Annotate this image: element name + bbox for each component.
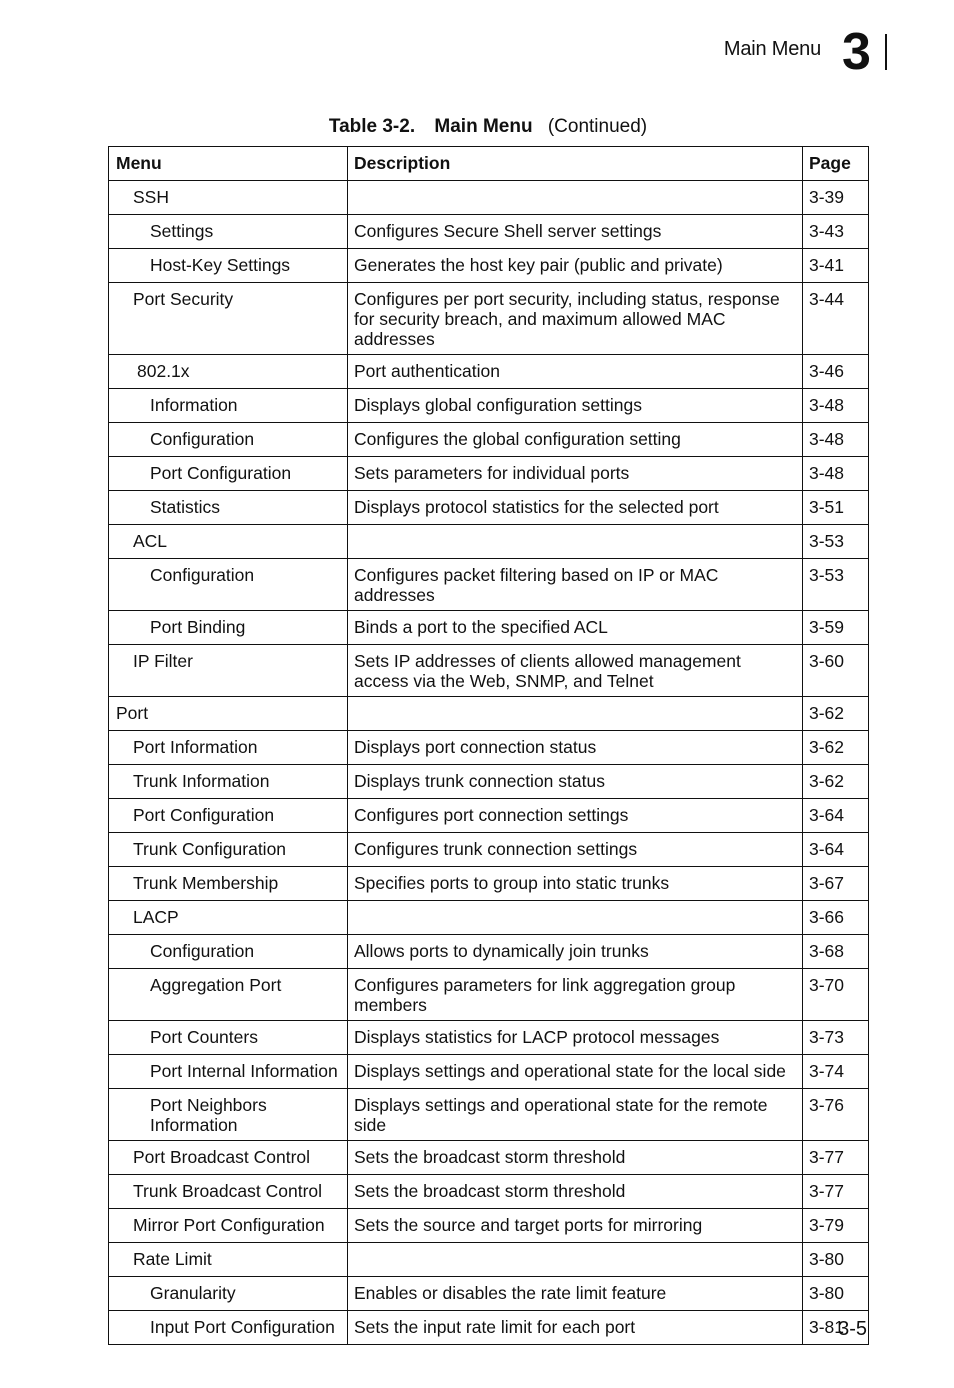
page-cell: 3-60 [803, 645, 869, 697]
page-cell: 3-79 [803, 1209, 869, 1243]
description-cell: Sets IP addresses of clients allowed management access via the Web, SNMP, and Telnet [348, 645, 803, 697]
table-row [109, 249, 869, 283]
table-row [109, 215, 869, 249]
menu-cell: Port Information [109, 731, 348, 765]
table-row [109, 181, 869, 215]
table-row [109, 423, 869, 457]
table-caption [0, 116, 954, 138]
description-cell: Sets the source and target ports for mirroring [348, 1209, 803, 1243]
page-cell: 3-46 [803, 355, 869, 389]
description-cell: Configures Secure Shell server settings [348, 215, 803, 249]
description-cell: Sets the broadcast storm threshold [348, 1175, 803, 1209]
table-row [109, 969, 869, 1021]
description-cell: Configures port connection settings [348, 799, 803, 833]
page-cell: 3-48 [803, 423, 869, 457]
menu-cell: Port Configuration [109, 799, 348, 833]
description-cell [348, 1243, 803, 1277]
page-cell: 3-39 [803, 181, 869, 215]
page-cell: 3-73 [803, 1021, 869, 1055]
page-cell: 3-77 [803, 1141, 869, 1175]
description-cell [348, 901, 803, 935]
page-cell: 3-41 [803, 249, 869, 283]
page-cell: 3-48 [803, 389, 869, 423]
description-cell: Configures parameters for link aggregation group members [348, 969, 803, 1021]
table-row [109, 457, 869, 491]
table-row [109, 1055, 869, 1089]
description-cell: Displays protocol statistics for the selected port [348, 491, 803, 525]
menu-cell: Configuration [109, 935, 348, 969]
description-cell: Displays trunk connection status [348, 765, 803, 799]
page-cell: 3-53 [803, 525, 869, 559]
description-cell: Configures the global configuration setting [348, 423, 803, 457]
table-title: Main Menu [434, 116, 533, 137]
table-row [109, 1089, 869, 1141]
menu-cell: Input Port Configuration [109, 1311, 348, 1345]
description-cell: Sets the input rate limit for each port [348, 1311, 803, 1345]
section-title: Main Menu [723, 38, 821, 60]
description-cell: Displays settings and operational state for the local side [348, 1055, 803, 1089]
description-cell: Port authentication [348, 355, 803, 389]
column-header-description: Description [348, 147, 803, 181]
menu-cell: Port Broadcast Control [109, 1141, 348, 1175]
menu-cell: Statistics [109, 491, 348, 525]
page-cell: 3-70 [803, 969, 869, 1021]
table-row [109, 645, 869, 697]
table-row [109, 833, 869, 867]
description-cell: Configures packet filtering based on IP or MAC addresses [348, 559, 803, 611]
page-cell: 3-62 [803, 731, 869, 765]
table-header-row [109, 147, 869, 181]
description-cell: Allows ports to dynamically join trunks [348, 935, 803, 969]
menu-cell: Trunk Broadcast Control [109, 1175, 348, 1209]
menu-cell: Port Internal Information [109, 1055, 348, 1089]
chapter-number: 3 [842, 23, 869, 81]
page-cell: 3-80 [803, 1243, 869, 1277]
table-row [109, 559, 869, 611]
page-cell: 3-53 [803, 559, 869, 611]
menu-cell: Host-Key Settings [109, 249, 348, 283]
table-row [109, 731, 869, 765]
menu-cell: Settings [109, 215, 348, 249]
table-row [109, 389, 869, 423]
description-cell [348, 697, 803, 731]
page-cell: 3-64 [803, 833, 869, 867]
table-row [109, 935, 869, 969]
menu-cell: Trunk Configuration [109, 833, 348, 867]
menu-cell: IP Filter [109, 645, 348, 697]
menu-cell: Port Neighbors Information [109, 1089, 348, 1141]
description-cell: Displays settings and operational state for the remote side [348, 1089, 803, 1141]
description-cell: Configures trunk connection settings [348, 833, 803, 867]
page-cell: 3-43 [803, 215, 869, 249]
table-row [109, 1277, 869, 1311]
menu-cell: ACL [109, 525, 348, 559]
page-cell: 3-81 [803, 1311, 869, 1345]
description-cell: Generates the host key pair (public and private) [348, 249, 803, 283]
table-row [109, 765, 869, 799]
menu-cell: Configuration [109, 423, 348, 457]
page-cell: 3-44 [803, 283, 869, 355]
page-cell: 3-51 [803, 491, 869, 525]
page-cell: 3-64 [803, 799, 869, 833]
description-cell: Binds a port to the specified ACL [348, 611, 803, 645]
description-cell: Displays global configuration settings [348, 389, 803, 423]
menu-cell: Port [109, 697, 348, 731]
table-row [109, 525, 869, 559]
page-cell: 3-74 [803, 1055, 869, 1089]
description-cell: Displays port connection status [348, 731, 803, 765]
page-cell: 3-76 [803, 1089, 869, 1141]
table-row [109, 283, 869, 355]
table-row [109, 1243, 869, 1277]
description-cell: Sets the broadcast storm threshold [348, 1141, 803, 1175]
table-continued-note: (Continued) [547, 116, 648, 137]
menu-cell: Port Counters [109, 1021, 348, 1055]
page-cell: 3-67 [803, 867, 869, 901]
menu-cell: Configuration [109, 559, 348, 611]
menu-cell: Granularity [109, 1277, 348, 1311]
table-row [109, 1021, 869, 1055]
description-cell [348, 181, 803, 215]
menu-cell: Information [109, 389, 348, 423]
table-row [109, 611, 869, 645]
page-number: 3-5 [838, 1318, 867, 1340]
menu-cell: Rate Limit [109, 1243, 348, 1277]
menu-cell: Mirror Port Configuration [109, 1209, 348, 1243]
table-row [109, 1141, 869, 1175]
menu-cell: Trunk Membership [109, 867, 348, 901]
menu-cell: LACP [109, 901, 348, 935]
page-cell: 3-59 [803, 611, 869, 645]
column-header-menu: Menu [109, 147, 348, 181]
page-cell: 3-77 [803, 1175, 869, 1209]
menu-cell: Aggregation Port [109, 969, 348, 1021]
description-cell [348, 525, 803, 559]
menu-cell: SSH [109, 181, 348, 215]
page-cell: 3-62 [803, 697, 869, 731]
page-cell: 3-80 [803, 1277, 869, 1311]
table-row [109, 697, 869, 731]
page-cell: 3-48 [803, 457, 869, 491]
table-row [109, 867, 869, 901]
table-row [109, 491, 869, 525]
menu-cell: 802.1x [109, 355, 348, 389]
table-row [109, 799, 869, 833]
menu-cell: Port Binding [109, 611, 348, 645]
description-cell: Sets parameters for individual ports [348, 457, 803, 491]
menu-cell: Trunk Information [109, 765, 348, 799]
page-cell: 3-66 [803, 901, 869, 935]
table-row [109, 1175, 869, 1209]
table-number: Table 3-2. [328, 116, 416, 137]
main-menu-table [108, 146, 869, 1345]
description-cell: Enables or disables the rate limit feature [348, 1277, 803, 1311]
table-row [109, 1209, 869, 1243]
description-cell: Displays statistics for LACP protocol messages [348, 1021, 803, 1055]
description-cell: Specifies ports to group into static trunks [348, 867, 803, 901]
page-cell: 3-68 [803, 935, 869, 969]
menu-cell: Port Security [109, 283, 348, 355]
table-row [109, 901, 869, 935]
column-header-page: Page [803, 147, 869, 181]
menu-cell: Port Configuration [109, 457, 348, 491]
table-row [109, 355, 869, 389]
chapter-divider [885, 34, 887, 70]
table-row [109, 1311, 869, 1345]
page-cell: 3-62 [803, 765, 869, 799]
description-cell: Configures per port security, including status, response for security breach, and maximum allowed MAC addresses [348, 283, 803, 355]
